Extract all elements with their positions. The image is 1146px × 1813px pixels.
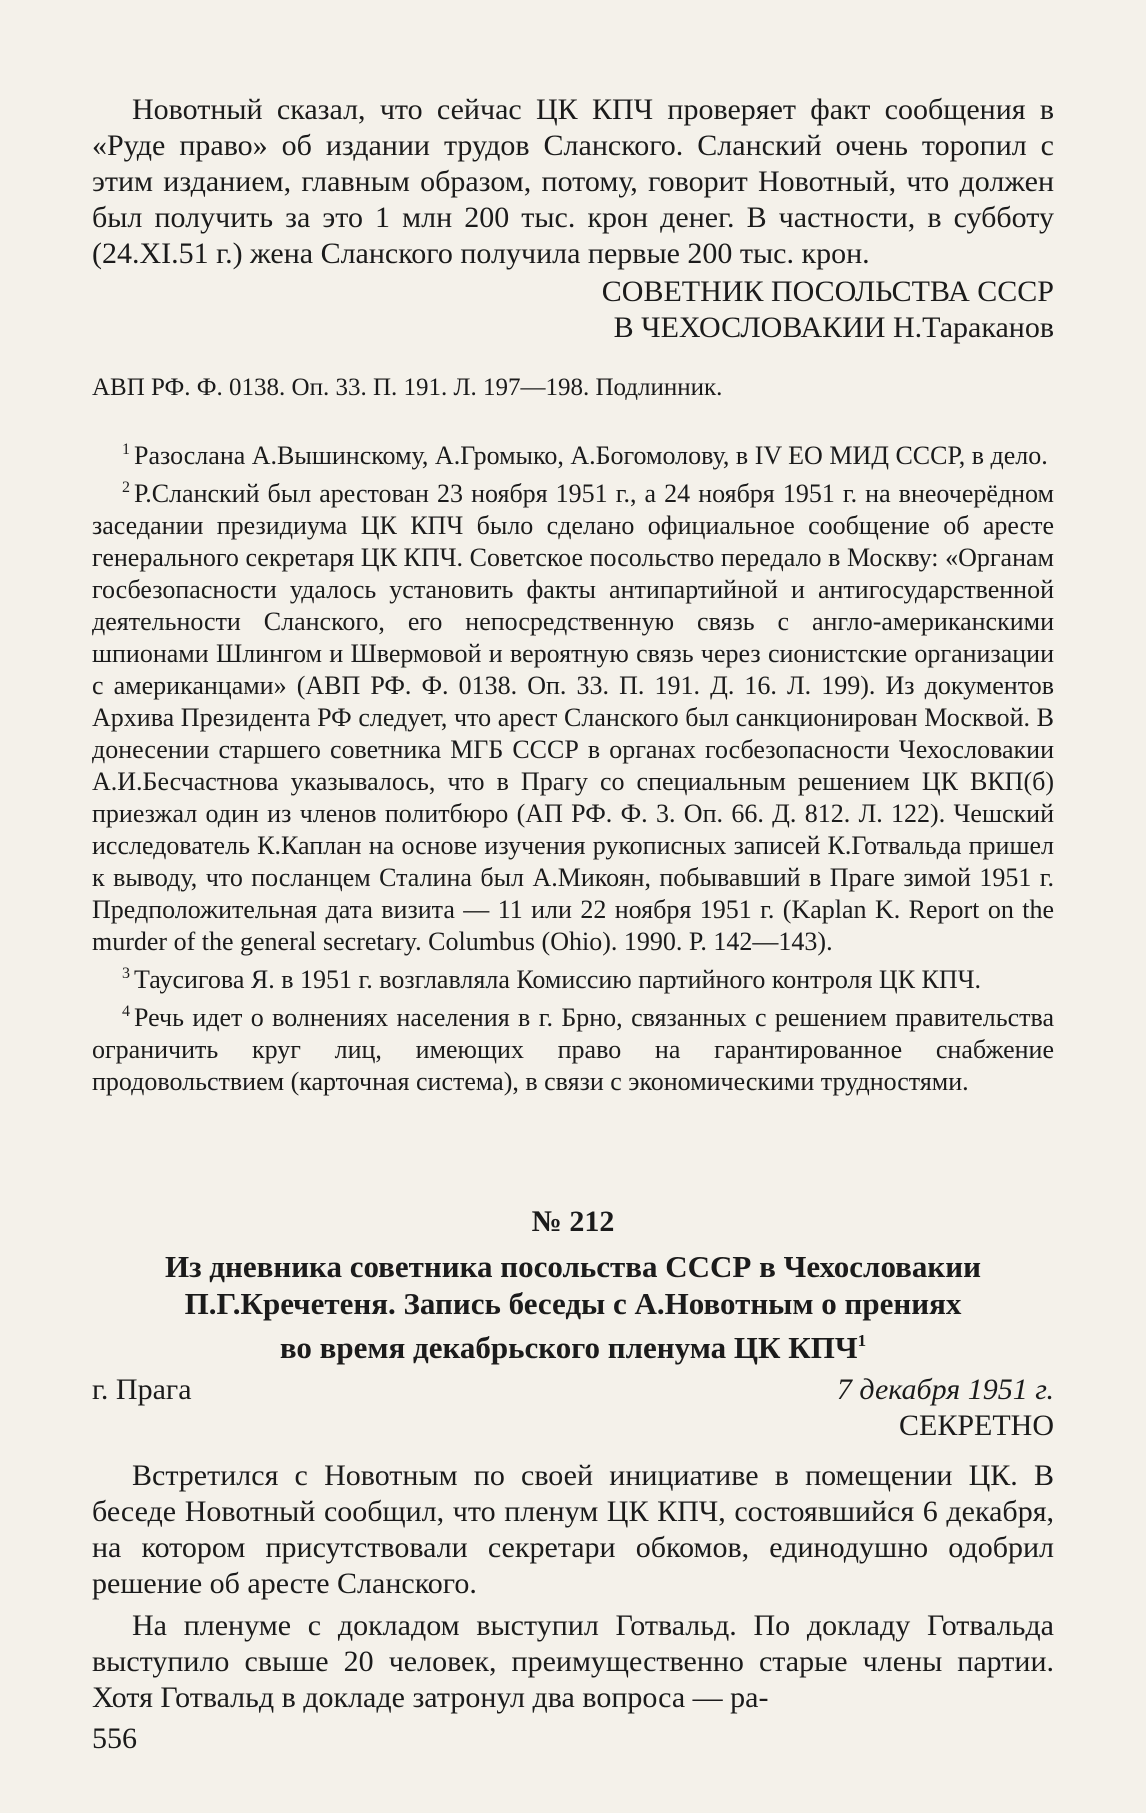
place-date-row [92, 1372, 1054, 1408]
footnotes [92, 434, 1054, 1098]
place: г. Прага [92, 1373, 192, 1406]
footnote-4 [92, 996, 1054, 1098]
document-title-text: во время декабрьского пленума ЦК КПЧ [279, 1330, 858, 1365]
footnote-text: Разослана А.Вышинскому, А.Громыко, А.Богомолову, в IV ЕО МИД СССР, в дело. [134, 441, 1048, 470]
document-body [92, 1458, 1054, 1716]
date: 7 декабря 1951 г. [836, 1373, 1054, 1406]
footnote-2 [92, 472, 1054, 958]
footnote-text: Таусигова Я. в 1951 г. возглавляла Комиссию партийного контроля ЦК КПЧ. [134, 965, 982, 994]
archive-source [92, 372, 1054, 404]
footnote-marker: 2 [122, 479, 130, 496]
footnote-1 [92, 434, 1054, 472]
classification-stamp: СЕКРЕТНО [898, 1409, 1054, 1442]
continuation-block [92, 92, 1054, 346]
title-footnote-marker: 1 [857, 1331, 867, 1350]
signature-line-1: СОВЕТНИК ПОСОЛЬСТВА СССР [601, 275, 1054, 308]
document-meta [92, 1372, 1054, 1444]
footnote-marker: 3 [122, 965, 130, 982]
page-number: 556 [92, 1722, 137, 1755]
document-header [92, 1204, 1054, 1366]
document-title-line-2: П.Г.Кречетеня. Запись беседы с А.Новотным о прениях [184, 1286, 962, 1321]
source-line: АВП РФ. Ф. 0138. Оп. 33. П. 191. Л. 197—198. Подлинник. [92, 374, 723, 401]
continuation-paragraph: Новотный сказал, что сейчас ЦК КПЧ проверяет факт сообщения в «Руде право» об издании трудов Сланского. Сланский очень торопил с этим изданием, главным образом, потому, говорит Новотный, что должен был получить за это 1 млн 200 тыс. крон денег. В частности, в субботу (24.XI.51 г.) жена Сланского получила первые 200 тыс. крон. [92, 93, 1054, 270]
footnote-text: Речь идет о волнениях населения в г. Брно, связанных с решением правительства ограничить круг лиц, имеющих право на гарантированное снабжение продовольствием (карточная система), в связи с экономическими трудностями. [92, 1003, 1054, 1096]
body-paragraph-2: На пленуме с докладом выступил Готвальд. По докладу Готвальда выступило свыше 20 человек, преимущественно старые члены партии. Хотя Готвальд в докладе затронул два вопроса — ра- [92, 1609, 1054, 1714]
document-number: № 212 [531, 1205, 615, 1238]
page-footer [92, 1722, 1054, 1756]
body-paragraph-1: Встретился с Новотным по своей инициативе в помещении ЦК. В беседе Новотный сообщил, что пленум ЦК КПЧ, состоявшийся 6 декабря, на котором присутствовали секретари обкомов, единодушно одобрил решение об аресте Сланского. [92, 1459, 1054, 1600]
footnote-marker: 4 [122, 1003, 130, 1020]
signature-line-2: В ЧЕХОСЛОВАКИИ Н.Тараканов [613, 311, 1054, 344]
document-title-line-1: Из дневника советника посольства СССР в Чехословакии [164, 1249, 982, 1284]
footnote-text: Р.Сланский был арестован 23 ноября 1951 г., а 24 ноября 1951 г. на внеочерёдном заседании президиума ЦК КПЧ было сделано официальное сообщение об аресте генерального секретаря ЦК КПЧ. Советское посольство передало в Москву: «Органам госбезопасности удалось установить факты антипартийной и антигосударственной деятельности Сланского, его непосредственную связь с англо-американскими шпионами Шлингом и Швермовой и вероятную связь через сионистские организации с американцами» (АВП РФ. Ф. 0138. Оп. 33. П. 191. Д. 16. Л. 199). Из документов Архива Президента РФ следует, что арест Сланского был санкционирован Москвой. В донесении старшего советника МГБ СССР в органах госбезопасности Чехословакии А.И.Бесчастнова указывалось, что в Прагу со специальным решением ЦК ВКП(б) приезжал один из членов политбюро (АП РФ. Ф. 3. Оп. 66. Д. 812. Л. 122). Чешский исследователь К.Каплан на основе изучения рукописных записей К.Готвальда пришел к выводу, что посланцем Сталина был А.Микоян, побывавший в Праге зимой 1951 г. Предположительная дата визита — 11 или 22 ноября 1951 г. (Kaplan K. Report on the murder of the general secretary. Columbus (Ohio). 1990. P. 142—143). [92, 479, 1054, 956]
footnote-3 [92, 958, 1054, 996]
document-title-line-3 [92, 1322, 1054, 1366]
footnote-marker: 1 [122, 441, 130, 458]
